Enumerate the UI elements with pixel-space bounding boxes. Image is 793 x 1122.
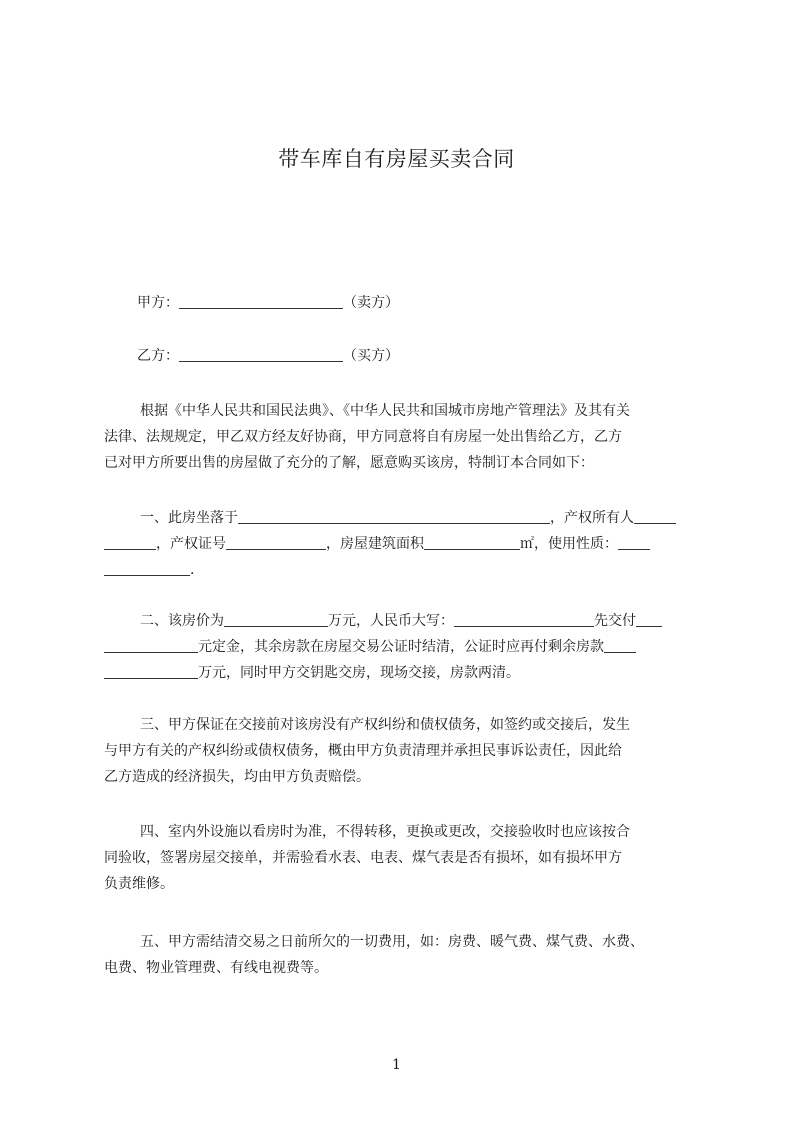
clause-5 (104, 929, 701, 981)
clause-3-line: 三、甲方保证在交接前对该房没有产权纠纷和债权债务，如签约或交接后，发生 (140, 717, 630, 733)
seller-role: （卖方） (343, 295, 399, 311)
intro-line: 法律、法规规定，甲乙双方经友好协商，甲方同意将自有房屋一处出售给乙方，乙方 (104, 429, 622, 445)
usage-blank-end[interactable] (104, 560, 190, 576)
buyer-role: （买方） (343, 348, 399, 364)
owner-blank-start[interactable] (634, 508, 676, 524)
amount-in-words-blank[interactable] (454, 611, 594, 627)
clause-1-line (104, 531, 701, 557)
clause-1-owner-label: ，产权所有人 (550, 510, 634, 526)
clause-1 (104, 505, 701, 583)
clause-2-deposit-text: 元定金，其余房款在房屋交易公证时结清，公证时应再付剩余房款 (198, 639, 604, 655)
clause-4-line: 负责维修。 (104, 876, 174, 892)
intro-line: 根据《中华人民共和国民法典》、《中华人民共和国城市房地产管理法》及其有关 (140, 403, 630, 419)
clause-3-line: 乙方造成的经济损失，均由甲方负责赔偿。 (104, 769, 370, 785)
clause-2-pay-first-label: 先交付 (594, 613, 636, 629)
seller-label: 甲方： (137, 295, 179, 311)
clause-2-line (104, 608, 701, 634)
clause-4-line: 同验收，签署房屋交接单，并需验看水表、电表、煤气表是否有损坏，如有损坏甲方 (104, 850, 622, 866)
intro-paragraph (104, 398, 701, 476)
clause-2-price-label: 二、该房价为 (140, 613, 224, 629)
area-blank[interactable] (424, 534, 520, 550)
clause-1-area-label: ，房屋建筑面积 (326, 536, 424, 552)
clause-3 (104, 712, 701, 790)
deposit-blank-start[interactable] (636, 611, 662, 627)
price-blank[interactable] (224, 611, 328, 627)
clause-2-handover-text: 万元，同时甲方交钥匙交房，现场交接，房款两清。 (198, 665, 520, 681)
clause-5-line: 五、甲方需结清交易之日前所欠的一切费用，如：房费、暖气费、煤气费、水费、 (140, 934, 644, 950)
clause-2-line (104, 634, 701, 660)
intro-line: 已对甲方所要出售的房屋做了充分的了解，愿意购买该房，特制订本合同如下： (104, 455, 594, 471)
owner-blank-end[interactable] (104, 534, 156, 550)
clause-2-amount-label: 万元，人民币大写： (328, 613, 454, 629)
clause-1-cert-label: ，产权证号 (156, 536, 226, 552)
buyer-line (137, 345, 399, 365)
seller-name-blank[interactable] (179, 293, 343, 309)
buyer-label: 乙方： (137, 348, 179, 364)
clause-4 (104, 819, 701, 897)
clause-1-end-mark: . (190, 562, 195, 578)
clause-5-line: 电费、物业管理费、有线电视费等。 (104, 960, 328, 976)
clause-1-line (104, 505, 701, 531)
buyer-name-blank[interactable] (179, 346, 343, 362)
deposit-blank-end[interactable] (104, 637, 198, 653)
clause-1-location-label: 一、此房坐落于 (140, 510, 238, 526)
clause-2-line (104, 660, 701, 686)
seller-line (137, 292, 399, 312)
page-number: 1 (392, 1057, 401, 1073)
location-blank[interactable] (238, 508, 550, 524)
contract-title: 带车库自有房屋买卖合同 (278, 147, 515, 171)
clause-3-line: 与甲方有关的产权纠纷或债权债务，概由甲方负责清理并承担民事诉讼责任，因此给 (104, 743, 622, 759)
usage-blank-start[interactable] (618, 534, 650, 550)
clause-2 (104, 608, 701, 686)
clause-4-line: 四、室内外设施以看房时为准，不得转移，更换或更改，交接验收时也应该按合 (140, 824, 630, 840)
remaining-blank-end[interactable] (104, 663, 198, 679)
clause-1-usage-label: ㎡，使用性质： (520, 536, 618, 552)
remaining-blank-start[interactable] (604, 637, 636, 653)
certificate-number-blank[interactable] (226, 534, 326, 550)
clause-1-line (104, 557, 701, 583)
